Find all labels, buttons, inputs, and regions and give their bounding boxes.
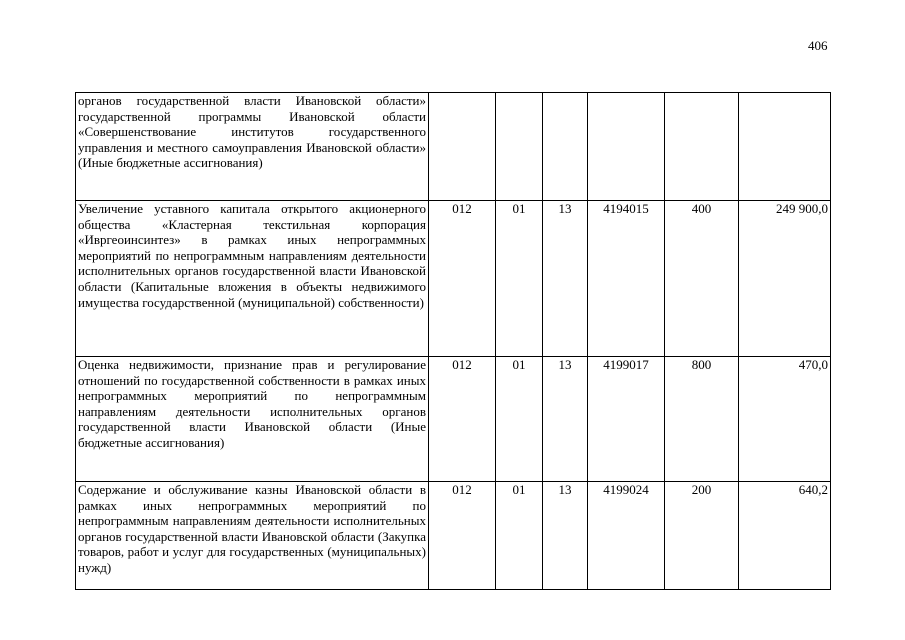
target-item-code <box>588 93 665 201</box>
ministry-code <box>429 93 496 201</box>
section-code <box>496 93 543 201</box>
section-code: 01 <box>496 482 543 590</box>
table-row <box>76 93 831 201</box>
subsection-code: 13 <box>543 201 588 357</box>
subsection-code: 13 <box>543 482 588 590</box>
amount-value: 640,2 <box>739 482 831 590</box>
amount-value <box>739 93 831 201</box>
target-item-code: 4199017 <box>588 357 665 482</box>
section-code: 01 <box>496 201 543 357</box>
ministry-code: 012 <box>429 201 496 357</box>
table-row <box>76 201 831 357</box>
expense-type-code: 200 <box>665 482 739 590</box>
row-description: Увеличение уставного капитала открытого акционерного общества «Кластерная текстильная корпорация «Ивргеоинсинтез» в рамках иных непрограммных мероприятий по непрограммным направлениям деятельности исполнительных органов государственной власти Ивановской области (Капитальные вложения в объекты недвижимого имущества государственной (муниципальной) собственности) <box>76 201 429 357</box>
budget-table <box>75 92 831 590</box>
row-description: Содержание и обслуживание казны Ивановской области в рамках иных непрограммных мероприятий по непрограммным направлениям деятельности исполнительных органов государственной власти Ивановской области (Закупка товаров, работ и услуг для государственных (муниципальных) нужд) <box>76 482 429 590</box>
row-description: Оценка недвижимости, признание прав и регулирование отношений по государственной собственности в рамках иных непрограммных мероприятий по непрограммным направлениям деятельности исполнительных органов государственной власти Ивановской области (Иные бюджетные ассигнования) <box>76 357 429 482</box>
table-row <box>76 357 831 482</box>
ministry-code: 012 <box>429 482 496 590</box>
subsection-code: 13 <box>543 357 588 482</box>
target-item-code: 4199024 <box>588 482 665 590</box>
target-item-code: 4194015 <box>588 201 665 357</box>
subsection-code <box>543 93 588 201</box>
expense-type-code <box>665 93 739 201</box>
expense-type-code: 800 <box>665 357 739 482</box>
amount-value: 470,0 <box>739 357 831 482</box>
row-description: органов государственной власти Ивановской области» государственной программы Ивановской области «Совершенствование институтов государственного управления и местного самоуправления Ивановской области» (Иные бюджетные ассигнования) <box>76 93 429 201</box>
table-row <box>76 482 831 590</box>
section-code: 01 <box>496 357 543 482</box>
ministry-code: 012 <box>429 357 496 482</box>
amount-value: 249 900,0 <box>739 201 831 357</box>
page-number: 406 <box>808 38 828 53</box>
expense-type-code: 400 <box>665 201 739 357</box>
